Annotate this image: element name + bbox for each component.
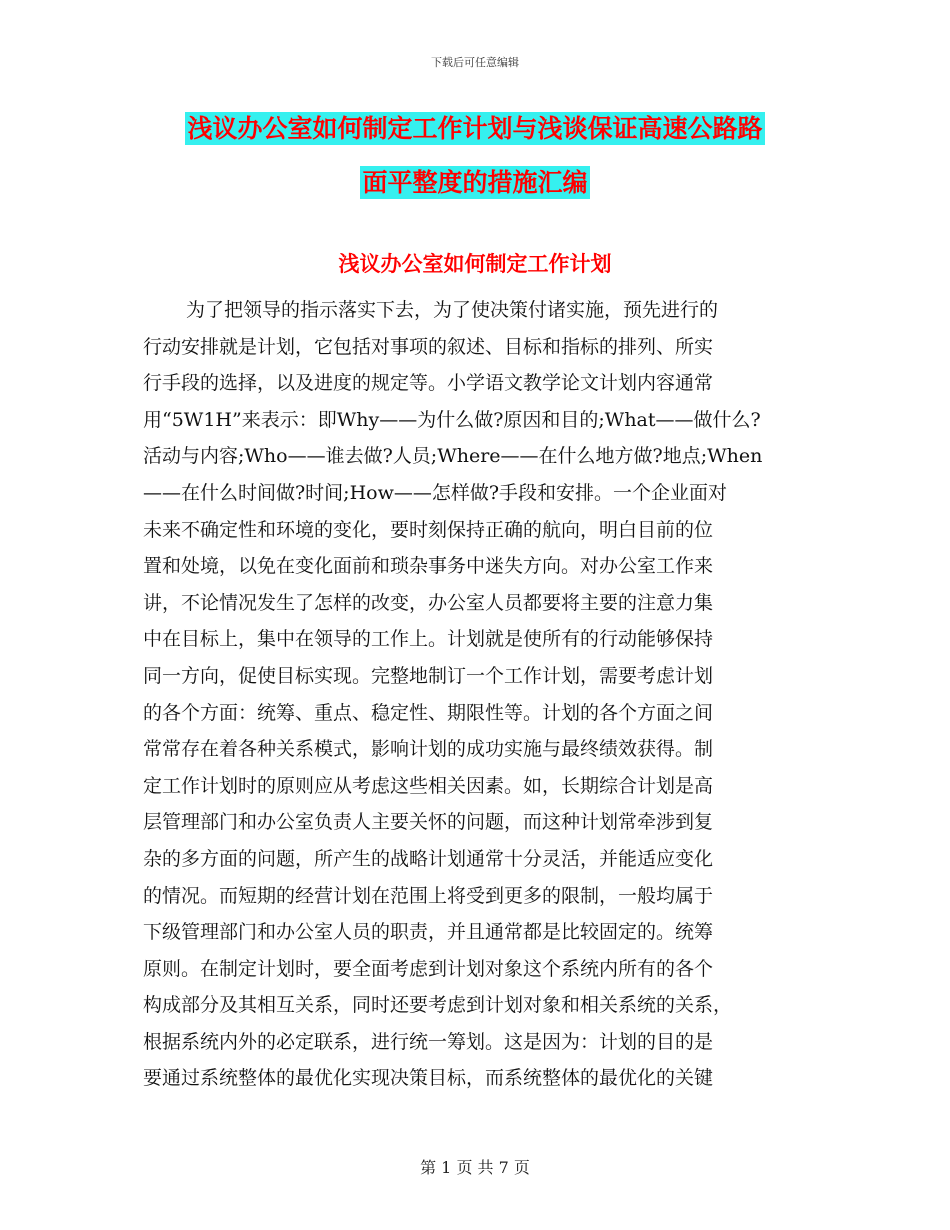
header-note: 下载后可任意编辑 (431, 56, 519, 69)
title-line-1: 浅议办公室如何制定工作计划与浅谈保证高速公路路 (187, 114, 763, 143)
body-line: 根据系统内外的必定联系，进行统一筹划。这是因为：计划的目的是 (143, 1030, 714, 1053)
body-line: 的情况。而短期的经营计划在范围上将受到更多的限制，一般均属于 (143, 884, 714, 907)
body-line: 下级管理部门和办公室人员的职责，并且通常都是比较固定的。统筹 (143, 921, 714, 944)
title-line-2: 面平整度的措施汇编 (362, 168, 588, 197)
body-line: 为了把领导的指示落实下去，为了使决策付诸实施，预先进行的 (186, 299, 719, 321)
body-line: 定工作计划时的原则应从考虑这些相关因素。如，长期综合计划是高 (143, 774, 714, 797)
body-line: 要通过系统整体的最优化实现决策目标，而系统整体的最优化的关键 (143, 1067, 714, 1090)
body-line: 活动与内容;Who——谁去做?人员;Where——在什么地方做?地点;When (143, 445, 763, 468)
section-title: 浅议办公室如何制定工作计划 (338, 251, 612, 276)
body-line: 原则。在制定计划时，要全面考虑到计划对象这个系统内所有的各个 (143, 957, 714, 980)
body-line: 行手段的选择，以及进度的规定等。小学语文教学论文计划内容通常 (143, 372, 714, 395)
body-line: 行动安排就是计划，它包括对事项的叙述、目标和指标的排列、所实 (143, 335, 714, 358)
body-line: 同一方向，促使目标实现。完整地制订一个工作计划，需要考虑计划 (143, 664, 714, 687)
body-line: 层管理部门和办公室负责人主要关怀的问题，而这种计划常牵涉到复 (143, 811, 714, 834)
body-line: ——在什么时间做?时间;How——怎样做?手段和安排。一个企业面对 (143, 481, 728, 504)
body-line: 未来不确定性和环境的变化，要时刻保持正确的航向，明白目前的位 (143, 518, 714, 541)
body-line: 置和处境，以免在变化面前和琐杂事务中迷失方向。对办公室工作来 (143, 555, 714, 578)
body-line: 构成部分及其相互关系，同时还要考虑到计划对象和相关系统的关系， (143, 994, 733, 1017)
body-line: 的各个方面：统筹、重点、稳定性、期限性等。计划的各个方面之间 (143, 701, 714, 724)
body-paragraph (143, 292, 808, 1097)
body-line: 常常存在着各种关系模式，影响计划的成功实施与最终绩效获得。制 (143, 738, 714, 761)
body-line: 杂的多方面的问题，所产生的战略计划通常十分灵活，并能适应变化 (143, 847, 714, 870)
page-footer: 第 1 页 共 7 页 (420, 1158, 530, 1177)
body-line: 中在目标上，集中在领导的工作上。计划就是使所有的行动能够保持 (143, 628, 714, 651)
body-line: 讲，不论情况发生了怎样的改变，办公室人员都要将主要的注意力集 (143, 591, 714, 614)
document-title (0, 112, 950, 220)
body-line: 用“5W1H”来表示：即Why——为什么做?原因和目的;What——做什么? (143, 408, 761, 431)
